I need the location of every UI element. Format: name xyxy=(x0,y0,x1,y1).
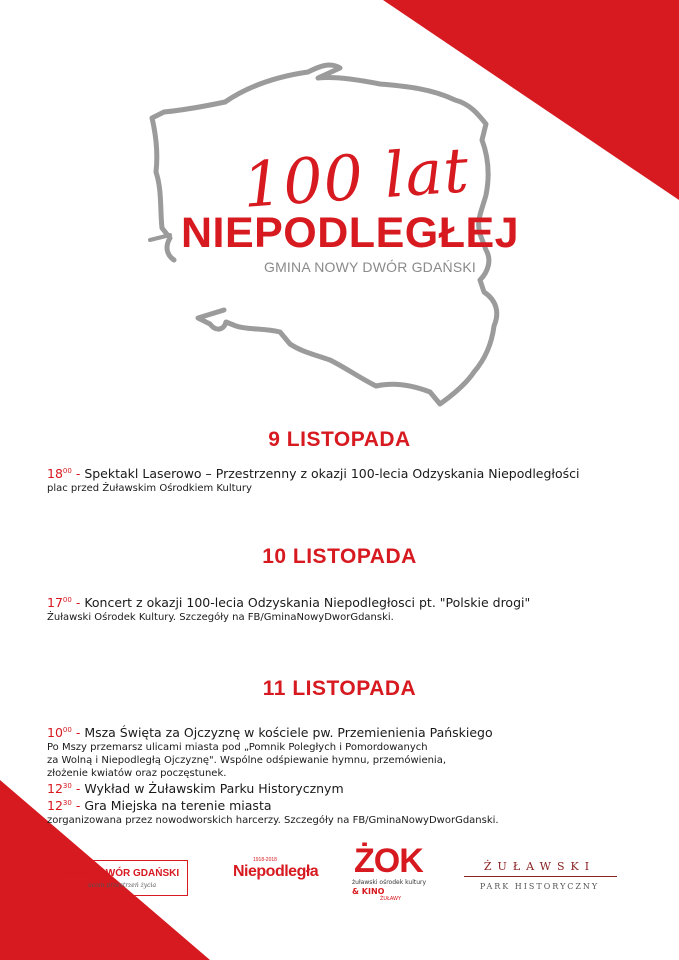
event-detail: za Wolną i Niepodległą Ojczyznę". Wspólne odśpiewanie hymnu, przemówienia, xyxy=(47,755,447,766)
logo-niep-years: 1918-2018 xyxy=(253,857,277,863)
logo-zok-name: ŻOK xyxy=(354,842,423,880)
event-time: $12^{30}$ xyxy=(47,798,72,813)
logo-zok-line3: ŻUŁAWY xyxy=(380,896,402,902)
subtitle-gmina: GMINA NOWY DWÓR GDAŃSKI xyxy=(263,259,477,275)
event-detail: złożenie kwiatów oraz poczęstunek. xyxy=(47,768,227,779)
event-time: $18^{00}$ xyxy=(47,466,72,481)
event-11-3 xyxy=(47,795,657,827)
event-title-line: $12^{30}$ - Gra Miejska na terenie miasta xyxy=(47,798,272,813)
event-title-line: $18^{00}$ - Spektakl Laserowo – Przestrzenny z okazji 100-lecia Odzyskania Niepodległości xyxy=(47,466,580,481)
event-title: Gra Miejska na terenie miasta xyxy=(84,798,272,813)
logo-niep-name: Niepodległa xyxy=(233,863,319,880)
logo-niepodlegla xyxy=(233,857,319,897)
event-detail: Żuławski Ośrodek Kultury. Szczegóły na FB/GminaNowyDworGdanski. xyxy=(47,612,394,623)
logo-park-name: ŻUŁAWSKI xyxy=(483,860,596,873)
event-10-1 xyxy=(47,592,657,624)
event-title-line: $17^{00}$ - Koncert z okazji 100-lecia Odzyskania Niepodległosci pt. "Polskie drogi" xyxy=(47,595,531,610)
event-time: $10^{00}$ xyxy=(47,725,72,740)
event-title-line: $12^{30}$ - Wykład w Żuławskim Parku Historycznym xyxy=(47,781,344,796)
logo-ndg-tagline: ucom przestrzeń życia xyxy=(87,882,157,889)
logo-zok xyxy=(350,843,435,918)
day-heading-10-listopada: 10 LISTOPADA xyxy=(262,545,417,568)
event-detail: zorganizowana przez nowodworskich harcerzy. Szczegóły na FB/GminaNowyDworGdanski. xyxy=(47,815,499,826)
logo-zulawski-park xyxy=(462,860,617,900)
title-100-lat: 100 lat xyxy=(240,133,472,222)
event-title: Msza Święta za Ojczyznę w kościele pw. Przemienienia Pańskiego xyxy=(84,725,493,740)
logo-zok-line2: & KINO xyxy=(352,887,385,896)
logo-park-rule xyxy=(464,876,617,877)
logo-ndg-name: NOWY DWÓR GDAŃSKI xyxy=(64,868,180,879)
event-time: $12^{30}$ xyxy=(47,781,72,796)
logo-park-subtitle: PARK HISTORYCZNY xyxy=(479,882,600,891)
event-time: $17^{00}$ xyxy=(47,595,72,610)
event-detail: plac przed Żuławskim Ośrodkiem Kultury xyxy=(47,483,252,494)
logo-zok-line1: żuławski ośrodek kultury xyxy=(352,879,427,886)
event-11-1 xyxy=(47,722,657,780)
event-title: Wykład w Żuławskim Parku Historycznym xyxy=(84,781,344,796)
day-heading-11-listopada: 11 LISTOPADA xyxy=(262,677,417,700)
event-title-line: $10^{00}$ - Msza Święta za Ojczyznę w kościele pw. Przemienienia Pańskiego xyxy=(47,725,493,740)
day-heading-9-listopada: 9 LISTOPADA xyxy=(268,428,411,451)
event-title: Spektakl Laserowo – Przestrzenny z okazji 100-lecia Odzyskania Niepodległości xyxy=(84,466,580,481)
event-9-1 xyxy=(47,463,657,495)
event-detail: Po Mszy przemarsz ulicami miasta pod „Pomnik Poległych i Pomordowanych xyxy=(47,742,428,753)
event-title: Koncert z okazji 100-lecia Odzyskania Niepodległosci pt. "Polskie drogi" xyxy=(84,595,531,610)
logo-nowy-dwor-gdanski xyxy=(56,860,188,896)
title-niepodleglej: NIEPODLEGŁEJ xyxy=(180,209,520,257)
